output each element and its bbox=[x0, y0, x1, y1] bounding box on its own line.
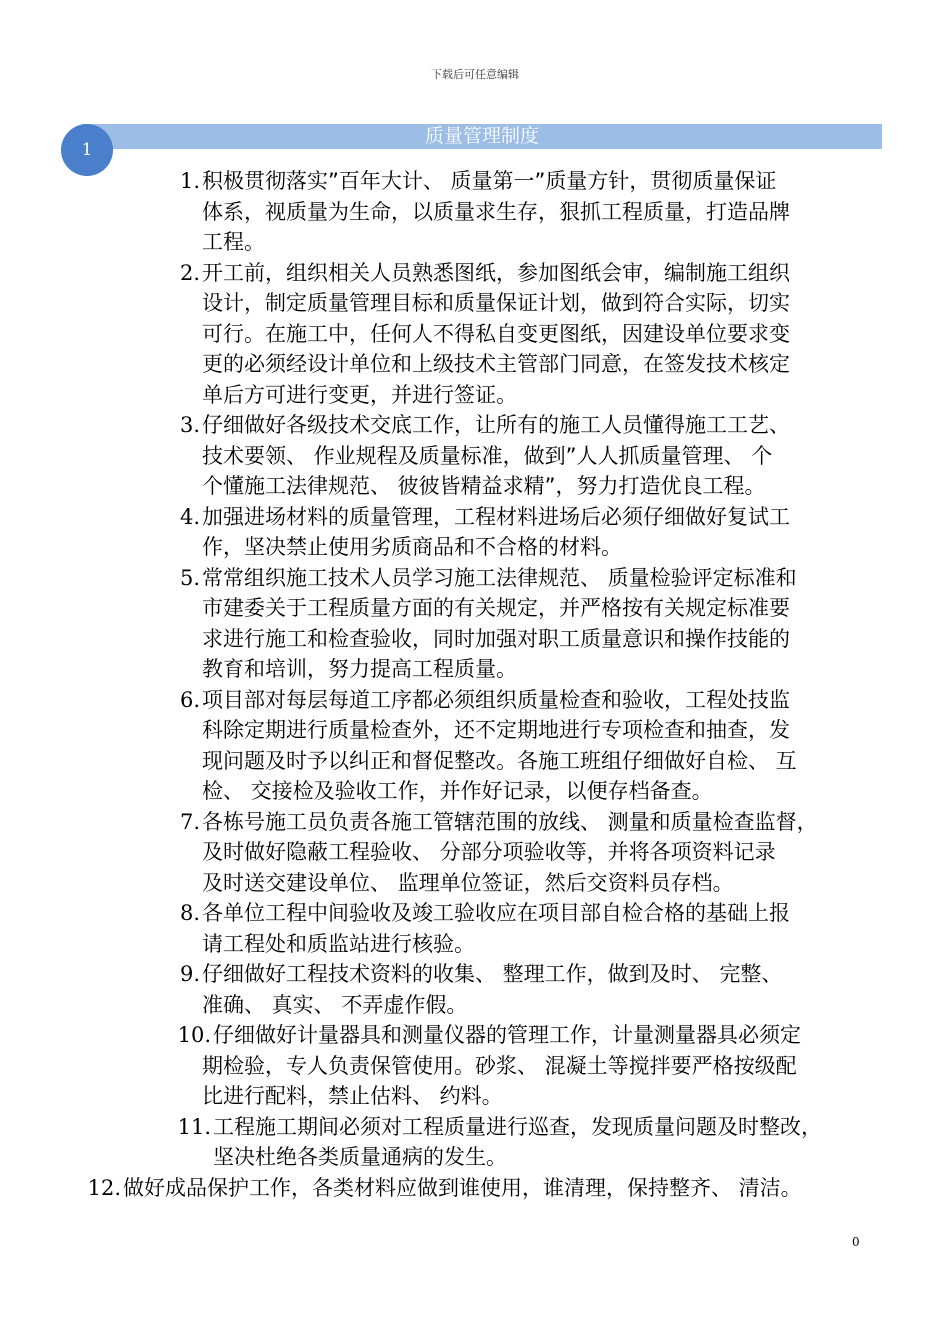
list-item-number: 8. bbox=[179, 901, 200, 925]
list-item bbox=[0, 1173, 950, 1204]
list-item-text-line: 加强进场材料的质量管理，工程材料进场后必须仔细做好复试工 bbox=[202, 504, 790, 529]
section-title: 质量管理制度 bbox=[424, 125, 539, 147]
list-item bbox=[0, 166, 950, 258]
list-item-text-line: 单后方可进行变更，并进行签证。 bbox=[202, 382, 517, 407]
list-item-text-line: 做好成品保护工作，各类材料应做到谁使用，谁清理，保持整齐、 清洁。 bbox=[123, 1175, 802, 1200]
list-item-text-line: 各单位工程中间验收及竣工验收应在项目部自检合格的基础上报 bbox=[202, 901, 790, 925]
list-item bbox=[0, 1112, 950, 1173]
list-item bbox=[0, 959, 950, 1020]
list-item-text-line: 设计，制定质量管理目标和质量保证计划，做到符合实际，切实 bbox=[202, 291, 790, 315]
list-item-text-line: 科除定期进行质量检查外，还不定期地进行专项检查和抽查，发 bbox=[202, 718, 790, 742]
list-item-text-line: 积极贯彻落实”百年大计、 质量第一”质量方针，贯彻质量保证 bbox=[202, 169, 777, 193]
list-item bbox=[0, 563, 950, 685]
section-number-badge: 1 bbox=[61, 124, 113, 176]
list-item-text-line: 各栋号施工员负责各施工管辖范围的放线、 测量和质量检查监督， bbox=[202, 809, 818, 834]
list-item-number: 9. bbox=[179, 962, 200, 986]
list-item-number: 2. bbox=[179, 260, 200, 285]
list-item-text-line: 项目部对每层每道工序都必须组织质量检查和验收，工程处技监 bbox=[202, 687, 790, 712]
list-item-text-line: 可行。在施工中，任何人不得私自变更图纸，因建设单位要求变 bbox=[202, 321, 790, 346]
list-item-text-line: 求进行施工和检查验收，同时加强对职工质量意识和操作技能的 bbox=[202, 626, 790, 651]
list-item-number: 4. bbox=[179, 504, 200, 529]
list-item-text-line: 常常组织施工技术人员学习施工法律规范、 质量检验评定标准和 bbox=[202, 565, 797, 590]
list-item-text-line: 及时做好隐蔽工程验收、 分部分项验收等，并将各项资料记录 bbox=[202, 840, 776, 864]
list-item-number: 11. bbox=[177, 1114, 211, 1139]
list-item-text-line: 开工前，组织相关人员熟悉图纸，参加图纸会审，编制施工组织 bbox=[202, 260, 790, 285]
list-item bbox=[0, 807, 950, 899]
list-item-text-line: 及时送交建设单位、 监理单位签证，然后交资料员存档。 bbox=[202, 870, 734, 895]
list-item-number: 7. bbox=[179, 809, 200, 834]
list-item-text-line: 更的必须经设计单位和上级技术主管部门同意，在签发技术核定 bbox=[202, 352, 790, 376]
page-number: 0 bbox=[852, 1235, 860, 1249]
list-item-text-line: 教育和培训，努力提高工程质量。 bbox=[202, 657, 517, 681]
list-item-number: 5. bbox=[179, 565, 200, 590]
list-item-text-line: 仔细做好各级技术交底工作，让所有的施工人员懂得施工工艺、 bbox=[202, 413, 790, 437]
list-item bbox=[0, 898, 950, 959]
list-item-text-line: 准确、 真实、 不弄虚作假。 bbox=[202, 992, 468, 1017]
list-item bbox=[0, 502, 950, 563]
list-item-text-line: 仔细做好工程技术资料的收集、 整理工作，做到及时、 完整、 bbox=[202, 962, 783, 986]
list-item-text-line: 工程施工期间必须对工程质量进行巡查，发现质量问题及时整改， bbox=[213, 1114, 822, 1139]
list-item-text-line: 技术要领、 作业规程及质量标准，做到”人人抓质量管理、 个 bbox=[202, 443, 773, 468]
list-item-text-line: 检、 交接检及验收工作，并作好记录，以便存档备查。 bbox=[202, 779, 713, 803]
list-item-text-line: 坚决杜绝各类质量通病的发生。 bbox=[213, 1145, 507, 1169]
list-item-text-line: 个懂施工法律规范、 彼彼皆精益求精”，努力打造优良工程。 bbox=[202, 474, 766, 498]
list-item-number: 6. bbox=[179, 687, 200, 712]
list-item-text-line: 比进行配料，禁止估料、 约料。 bbox=[202, 1084, 503, 1108]
list-item-text-line: 体系，视质量为生命，以质量求生存，狠抓工程质量，打造品牌 bbox=[202, 199, 790, 224]
list-item-number: 12. bbox=[87, 1175, 121, 1200]
list-item bbox=[0, 410, 950, 502]
regulation-list bbox=[0, 166, 950, 1203]
list-item bbox=[0, 1020, 950, 1112]
list-item-text-line: 请工程处和质监站进行核验。 bbox=[202, 931, 475, 956]
list-item bbox=[0, 258, 950, 411]
list-item-text-line: 期检验，专人负责保管使用。砂浆、 混凝土等搅拌要严格按级配 bbox=[202, 1053, 797, 1078]
list-item-number: 3. bbox=[179, 413, 200, 437]
list-item bbox=[0, 685, 950, 807]
list-item-number: 1. bbox=[179, 169, 200, 193]
list-item-text-line: 作，坚决禁止使用劣质商品和不合格的材料。 bbox=[202, 535, 622, 559]
list-item-text-line: 现问题及时予以纠正和督促整改。各施工班组仔细做好自检、 互 bbox=[202, 748, 797, 773]
header-note: 下载后可任意编辑 bbox=[431, 68, 519, 81]
list-item-number: 10. bbox=[177, 1023, 211, 1047]
list-item-text-line: 市建委关于工程质量方面的有关规定，并严格按有关规定标准要 bbox=[202, 596, 790, 620]
list-item-text-line: 工程。 bbox=[202, 230, 265, 254]
list-item-text-line: 仔细做好计量器具和测量仪器的管理工作，计量测量器具必须定 bbox=[213, 1023, 801, 1047]
